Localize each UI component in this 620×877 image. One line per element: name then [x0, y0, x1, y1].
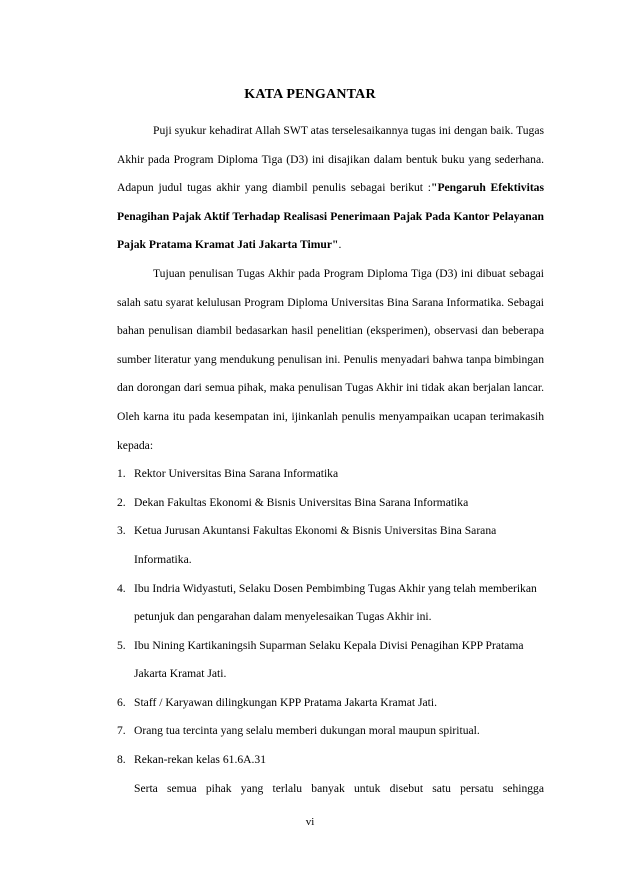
list-text: Ibu Nining Kartikaningsih Suparman Selaku Kepala Divisi Penagihan KPP Pratama Jakarta Kramat Jati. [134, 638, 524, 681]
list-item [117, 689, 544, 718]
list-text: Ketua Jurusan Akuntansi Fakultas Ekonomi & Bisnis Universitas Bina Sarana Informatika. [134, 524, 497, 566]
list-number: 8. [117, 753, 126, 767]
intro-paragraph [117, 117, 544, 260]
list-number: 5. [117, 638, 126, 652]
closing-text: Serta semua pihak yang terlalu banyak untuk disebut satu persatu sehingga [134, 781, 544, 795]
list-text: Staff / Karyawan dilingkungan KPP Pratama Jakarta Kramat Jati. [134, 695, 437, 709]
list-number: 3. [117, 524, 126, 538]
list-item [117, 517, 544, 574]
closing-paragraph [117, 775, 544, 804]
list-number: 6. [117, 695, 126, 709]
purpose-text: Tujuan penulisan Tugas Akhir pada Program Diploma Tiga (D3) ini dibuat sebagai salah satu syarat kelulusan Program Diploma Universitas Bina Sarana Informatika. Sebagai bahan penulisan diambil bedasarkan hasil penelitian (eksperimen), observasi dan beberapa sumber literatur yang mendukung penulisan ini. Penulis menyadari bahwa tanpa bimbingan dan dorongan dari semua pihak, maka penulisan Tugas Akhir ini tidak akan berjalan lancar. Oleh karna itu pada kesempatan ini, ijinkanlah penulis menyampaikan ucapan terimakasih kepada: [117, 266, 544, 452]
thesis-title: "Pengaruh Efektivitas Penagihan Pajak Aktif Terhadap Realisasi Penerimaan Pajak Pada Kantor Pelayanan Pajak Pratama Kramat Jati Jakarta Timur" [117, 181, 544, 252]
list-number: 1. [117, 467, 126, 481]
list-text: Rekan-rekan kelas 61.6A.31 [134, 753, 266, 767]
list-number: 4. [117, 581, 126, 595]
list-item [117, 575, 544, 632]
list-text: Orang tua tercinta yang selalu memberi dukungan moral maupun spiritual. [134, 724, 480, 738]
page-number: vi [305, 816, 315, 828]
purpose-paragraph [117, 260, 544, 460]
list-item [117, 717, 544, 746]
page-title: KATA PENGANTAR [244, 87, 376, 102]
intro-text: Puji syukur kehadirat Allah SWT atas terselesaikannya tugas ini dengan baik. Tugas Akhir pada Program Diploma Tiga (D3) ini disajikan dalam bentuk buku yang sederhana. Adapun judul tugas akhir yang diambil penulis sebagai berikut : [117, 124, 544, 195]
list-text: Ibu Indria Widyastuti, Selaku Dosen Pembimbing Tugas Akhir yang telah memberikan petunjuk dan pengarahan dalam menyelesaikan Tugas Akhir ini. [134, 581, 537, 624]
list-number: 7. [117, 724, 126, 738]
list-number: 2. [117, 495, 126, 509]
list-text: Rektor Universitas Bina Sarana Informatika [134, 467, 339, 481]
list-item [117, 489, 544, 518]
list-text: Dekan Fakultas Ekonomi & Bisnis Universitas Bina Sarana Informatika [134, 495, 469, 509]
page-content [117, 117, 544, 803]
acknowledgement-list [117, 460, 544, 775]
intro-end: . [338, 238, 342, 252]
list-item [117, 632, 544, 689]
list-item [117, 746, 544, 775]
list-item [117, 460, 544, 489]
